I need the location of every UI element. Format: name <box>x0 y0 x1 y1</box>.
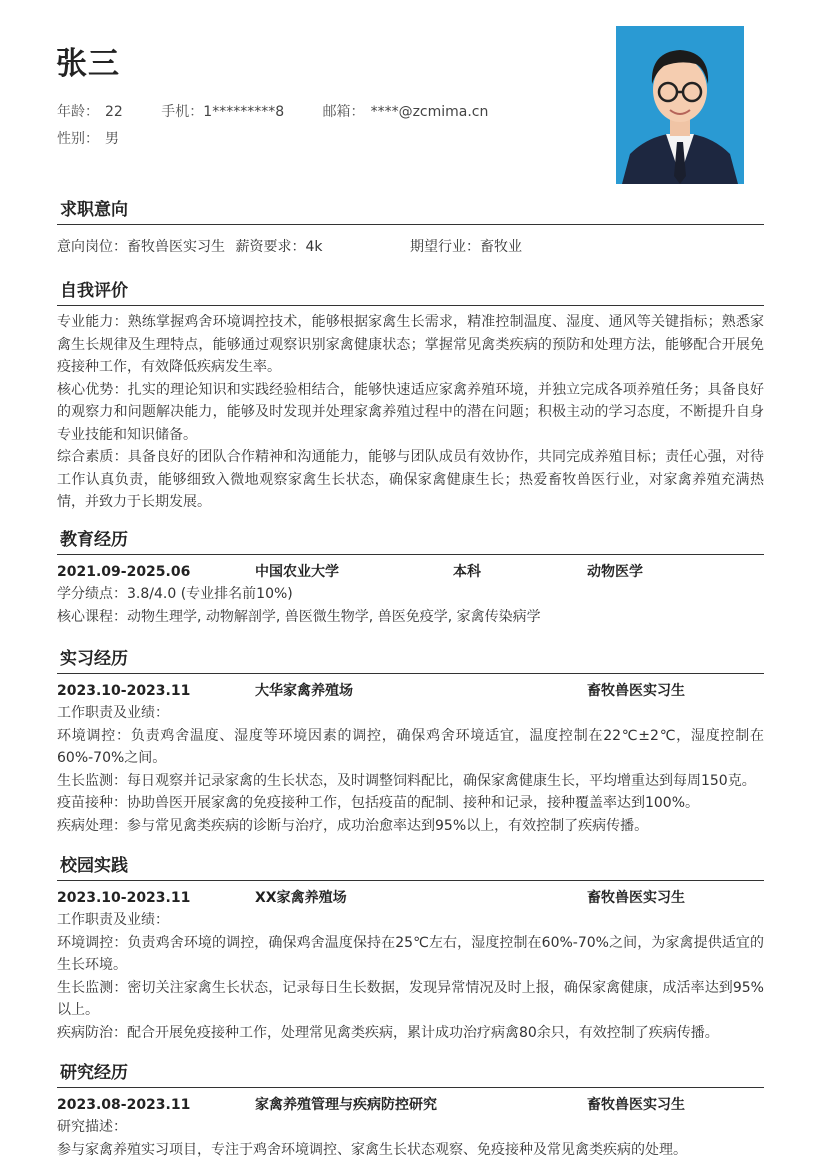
contact-row <box>57 101 522 121</box>
research-project: 家禽养殖管理与疾病防控研究 <box>255 1094 437 1116</box>
internship-line: 工作职责及业绩： <box>57 702 764 725</box>
education-major: 动物医学 <box>587 561 643 583</box>
education-header-row <box>57 561 764 583</box>
research-line: 参与家禽养殖实习项目，专注于鸡舍环境调控、家禽生长状态观察、免疫接种及常见禽类疾病的处理。 <box>57 1139 764 1161</box>
education-gpa: 学分绩点：3.8/4.0 (专业排名前10%) <box>57 583 764 606</box>
campus-line: 疾病防治：配合开展免疫接种工作，处理常见禽类疾病，累计成功治疗病禽80余只，有效控制了疾病传播。 <box>57 1022 764 1045</box>
section-title: 教育经历 <box>57 527 764 555</box>
eval-paragraph: 核心优势：扎实的理论知识和实践经验相结合，能够快速适应家禽养殖环境，并独立完成各项养殖任务；具备良好的观察力和问题解决能力，能够及时发现并处理家禽养殖过程中的潜在问题；积极主动的学习态度，不断提升自身专业技能和知识储备。 <box>57 379 764 447</box>
profile-photo <box>616 26 744 184</box>
internship-header-row <box>57 680 764 702</box>
internship-line: 疾病处理：参与常见禽类疾病的诊断与治疗，成功治愈率达到95%以上，有效控制了疾病传播。 <box>57 815 764 838</box>
internship-section <box>57 646 764 837</box>
education-date: 2021.09-2025.06 <box>57 561 190 583</box>
campus-line: 环境调控：负责鸡舍环境的调控，确保鸡舍温度保持在25℃左右，湿度控制在60%-70%之间，为家禽提供适宜的生长环境。 <box>57 932 764 977</box>
intent-industry: 期望行业：畜牧业 <box>410 236 522 259</box>
candidate-name: 张三 <box>56 38 120 83</box>
eval-paragraph: 专业能力：熟练掌握鸡舍环境调控技术，能够根据家禽生长需求，精准控制温度、湿度、通风等关键指标；熟悉家禽生长规律及生理特点，能够通过观察识别家禽健康状态；掌握常见禽类疾病的预防和处理方法，能够配合开展免疫接种工作，有效降低疾病发生率。 <box>57 311 764 379</box>
research-header-row <box>57 1094 764 1116</box>
internship-date: 2023.10-2023.11 <box>57 680 190 702</box>
section-title: 自我评价 <box>57 278 764 306</box>
email-value: ****@zcmima.cn <box>371 104 489 120</box>
research-section <box>57 1060 764 1161</box>
section-title: 实习经历 <box>57 646 764 674</box>
campus-line: 生长监测：密切关注家禽生长状态，记录每日生长数据，发现异常情况及时上报，确保家禽健康，成活率达到95%以上。 <box>57 977 764 1022</box>
campus-date: 2023.10-2023.11 <box>57 887 190 909</box>
self-evaluation-body <box>57 311 764 514</box>
campus-line: 工作职责及业绩： <box>57 909 764 932</box>
intent-row <box>57 236 764 258</box>
section-title: 校园实践 <box>57 853 764 881</box>
campus-header-row <box>57 887 764 909</box>
education-section <box>57 527 764 628</box>
section-title: 研究经历 <box>57 1060 764 1088</box>
phone-value: 1*********8 <box>203 104 284 120</box>
research-line: 研究描述： <box>57 1116 764 1139</box>
research-date: 2023.08-2023.11 <box>57 1094 190 1116</box>
intent-salary: 薪资要求：4k <box>235 239 322 255</box>
internship-line: 生长监测：每日观察并记录家禽的生长状态，及时调整饲料配比，确保家禽健康生长，平均增重达到每周150克。 <box>57 770 764 793</box>
internship-role: 畜牧兽医实习生 <box>587 680 685 702</box>
internship-line: 疫苗接种：协助兽医开展家禽的免疫接种工作，包括疫苗的配制、接种和记录，接种覆盖率达到100%。 <box>57 792 764 815</box>
age-item: 年龄： 22 <box>57 104 123 120</box>
internship-line: 环境调控：负责鸡舍温度、湿度等环境因素的调控，确保鸡舍环境适宜，温度控制在22℃±2℃，湿度控制在60%-70%之间。 <box>57 725 764 770</box>
age-value: 22 <box>105 104 123 120</box>
research-role: 畜牧兽医实习生 <box>587 1094 685 1116</box>
education-degree: 本科 <box>453 561 481 583</box>
campus-practice-section <box>57 853 764 1044</box>
intent-position: 意向岗位：畜牧兽医实习生 <box>57 239 225 255</box>
campus-role: 畜牧兽医实习生 <box>587 887 685 909</box>
education-school: 中国农业大学 <box>255 561 339 583</box>
self-evaluation-section <box>57 278 764 514</box>
phone-item: 手机：1*********8 <box>161 104 284 120</box>
gender-value: 男 <box>105 131 119 147</box>
internship-org: 大华家禽养殖场 <box>255 680 353 702</box>
education-courses: 核心课程：动物生理学, 动物解剖学, 兽医微生物学, 兽医免疫学, 家禽传染病学 <box>57 606 764 629</box>
email-item: 邮箱： ****@zcmima.cn <box>323 104 489 120</box>
campus-org: XX家禽养殖场 <box>255 887 347 909</box>
gender-row: 性别： 男 <box>57 128 119 148</box>
job-intent-section <box>57 197 764 258</box>
eval-paragraph: 综合素质：具备良好的团队合作精神和沟通能力，能够与团队成员有效协作，共同完成养殖目标；责任心强，对待工作认真负责，能够细致入微地观察家禽生长状态，确保家禽健康生长；热爱畜牧兽医行业，对家禽养殖充满热情，并致力于长期发展。 <box>57 446 764 514</box>
section-title: 求职意向 <box>57 197 764 225</box>
